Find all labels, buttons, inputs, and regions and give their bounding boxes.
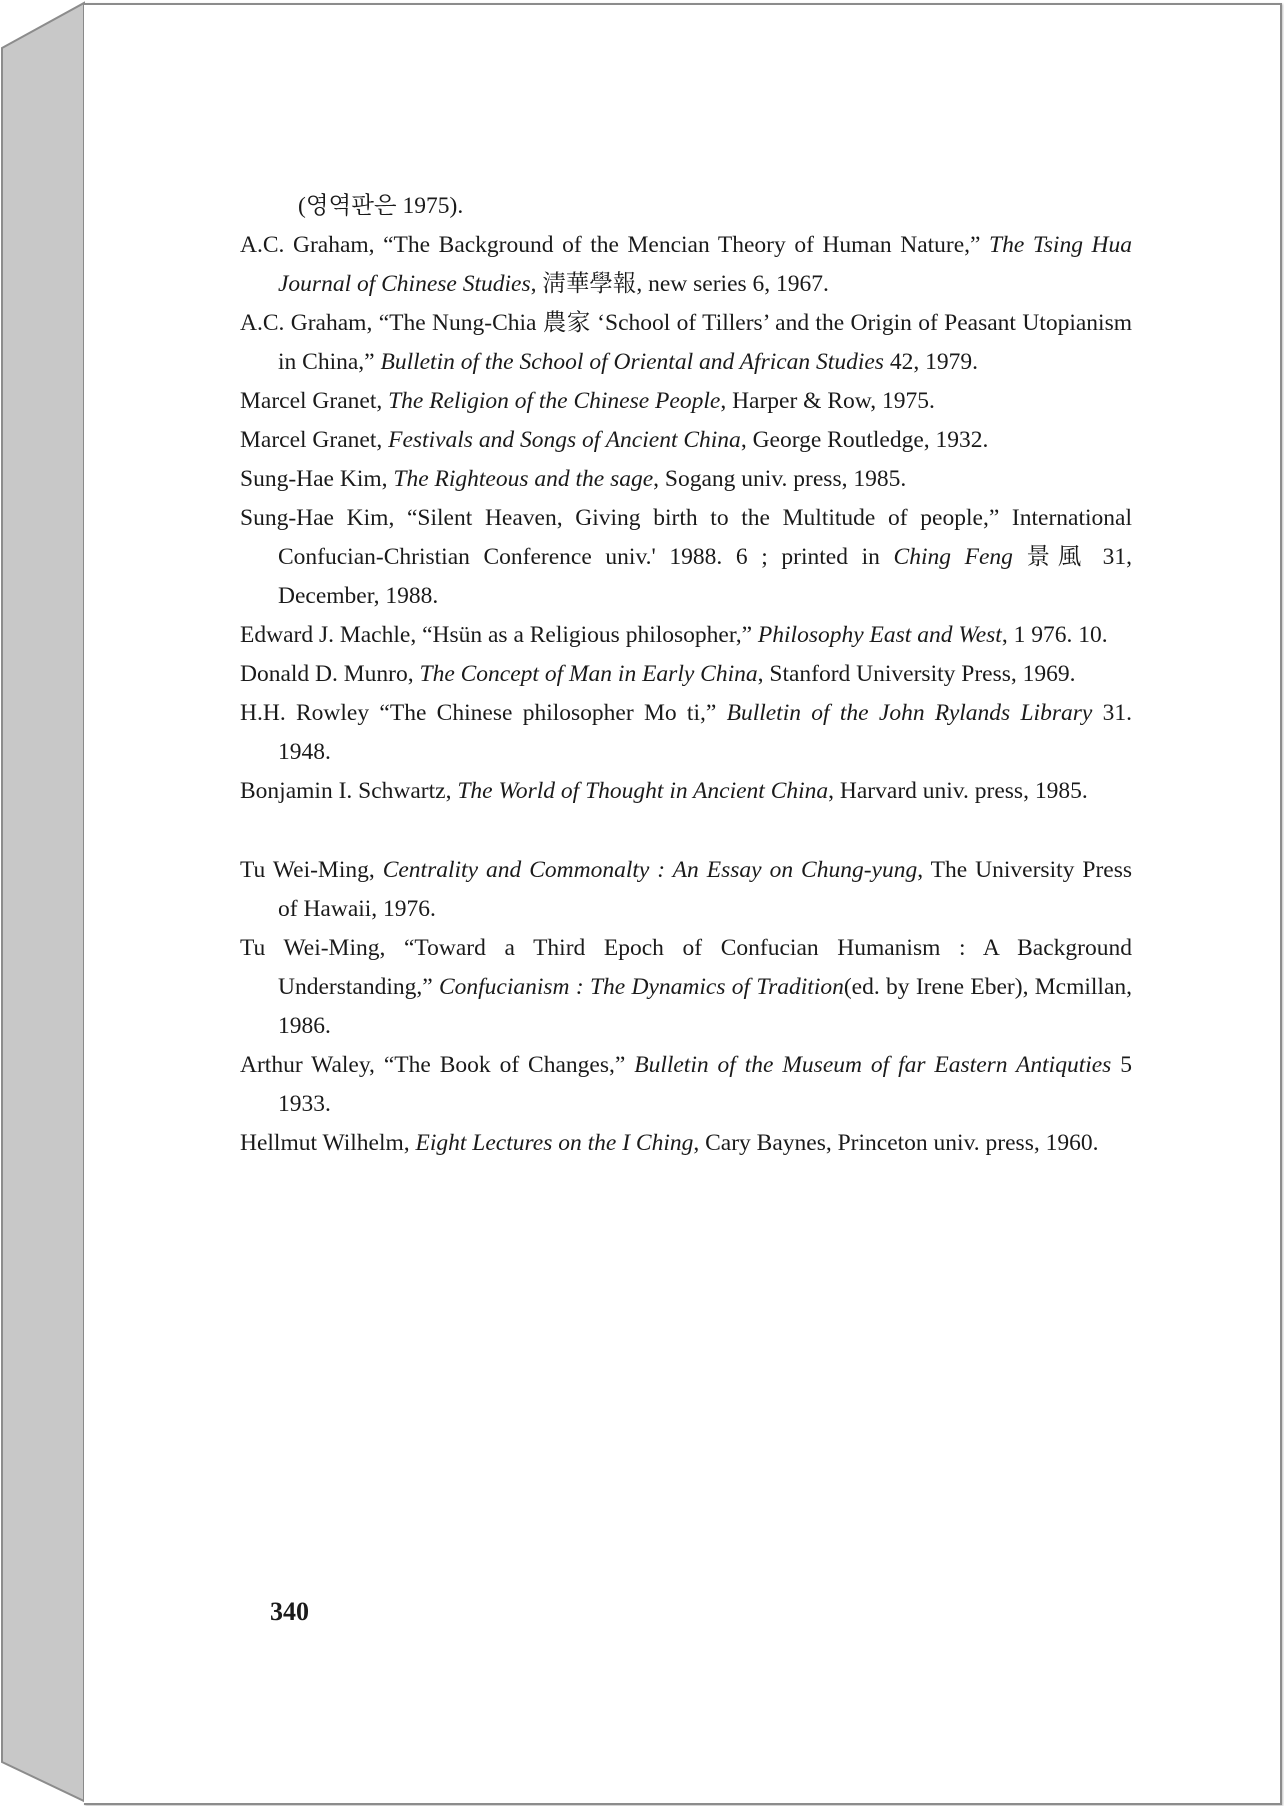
entry-text: 景風 31, December, 1988.: [278, 544, 1133, 609]
work-title: Bulletin of the School of Oriental and African Studies: [380, 349, 884, 375]
entry-text: Hellmut Wilhelm,: [240, 1130, 416, 1156]
entry-text: , Harvard univ. press, 1985.: [828, 778, 1088, 804]
bibliography-entry: [240, 772, 1132, 811]
entry-text: , Cary Baynes, Princeton univ. press, 1960.: [693, 1130, 1099, 1156]
entry-text: 5 1933.: [278, 1052, 1132, 1117]
entry-text: (영역판은 1975).: [298, 193, 464, 219]
bibliography-entry: [240, 851, 1132, 929]
bibliography-entry: [240, 304, 1132, 382]
entry-text: Marcel Granet,: [240, 388, 389, 414]
entry-text: (ed. by Irene Eber), Mcmillan, 1986.: [278, 974, 1132, 1039]
bibliography-entry: [240, 499, 1132, 616]
entry-text: , 淸華學報, new series 6, 1967.: [530, 271, 829, 297]
work-title: Eight Lectures on the I Ching: [415, 1130, 694, 1156]
entry-text: Arthur Waley, “The Book of Changes,”: [240, 1052, 635, 1078]
work-title: The World of Thought in Ancient China: [457, 778, 829, 804]
work-title: Confucianism : The Dynamics of Tradition: [438, 974, 844, 1000]
entry-text: , The University Press of Hawaii, 1976.: [278, 857, 1132, 922]
work-title: The Concept of Man in Early China: [419, 661, 758, 687]
entry-text: A.C. Graham, “The Nung-Chia 農家 ‘School of Tillers’ and the Origin of Peasant Utopianism in China,”: [240, 310, 1132, 375]
bibliography-entry: [240, 1046, 1132, 1124]
bibliography-entry: [240, 382, 1132, 421]
entry-text: H.H. Rowley “The Chinese philosopher Mo ti,”: [240, 700, 727, 726]
bibliography-entry: [240, 460, 1132, 499]
entry-text: , Stanford University Press, 1969.: [757, 661, 1076, 687]
bibliography-entry: [240, 616, 1132, 655]
entry-text: Marcel Granet,: [240, 427, 389, 453]
bibliography-entry: [240, 694, 1132, 772]
work-title: Festivals and Songs of Ancient China: [388, 427, 741, 453]
work-title: The Righteous and the sage: [393, 466, 654, 492]
bibliography-entry: [240, 1124, 1132, 1163]
entry-text: , 1 976. 10.: [1001, 622, 1108, 648]
entry-text: Edward J. Machle, “Hsün as a Religious philosopher,”: [240, 622, 758, 648]
entry-text: Donald D. Munro,: [240, 661, 420, 687]
entry-text: Sung-Hae Kim,: [240, 466, 394, 492]
work-title: Ching Feng: [893, 544, 1013, 570]
entry-text: A.C. Graham, “The Background of the Mencian Theory of Human Nature,”: [240, 232, 990, 258]
entry-text: , George Routledge, 1932.: [740, 427, 989, 453]
work-title: Philosophy East and West: [757, 622, 1002, 648]
work-title: The Tsing Hua Journal of Chinese Studies: [278, 232, 1133, 297]
work-title: Bulletin of the John Rylands Library: [726, 700, 1093, 726]
entry-text: , Harper & Row, 1975.: [720, 388, 935, 414]
work-title: The Religion of the Chinese People: [388, 388, 721, 414]
page-number: 340: [270, 1597, 309, 1626]
entry-text: Tu Wei-Ming, “Toward a Third Epoch of Confucian Humanism : A Background Understanding,”: [240, 935, 1132, 1000]
entry-text: 42, 1979.: [883, 349, 978, 375]
work-title: Bulletin of the Museum of far Eastern Antiquties: [634, 1052, 1112, 1078]
bibliography-entry: [240, 421, 1132, 460]
entry-text: , Sogang univ. press, 1985.: [653, 466, 907, 492]
bibliography-entry: [240, 226, 1132, 304]
entry-text: Tu Wei-Ming,: [240, 857, 383, 883]
entry-text: 31. 1948.: [278, 700, 1132, 765]
bibliography-entry: [240, 655, 1132, 694]
entry-text: Sung-Hae Kim, “Silent Heaven, Giving birth to the Multitude of people,” International Confucian-Christian Conference univ.' 1988. 6 ; printed in: [240, 505, 1132, 570]
work-title: Centrality and Commonalty : An Essay on Chung-yung: [382, 857, 918, 883]
bibliography-entry: [240, 929, 1132, 1046]
bibliography-entry: [240, 187, 1132, 226]
entry-text: Bonjamin I. Schwartz,: [240, 778, 458, 804]
bibliography-list: [240, 187, 1132, 1163]
